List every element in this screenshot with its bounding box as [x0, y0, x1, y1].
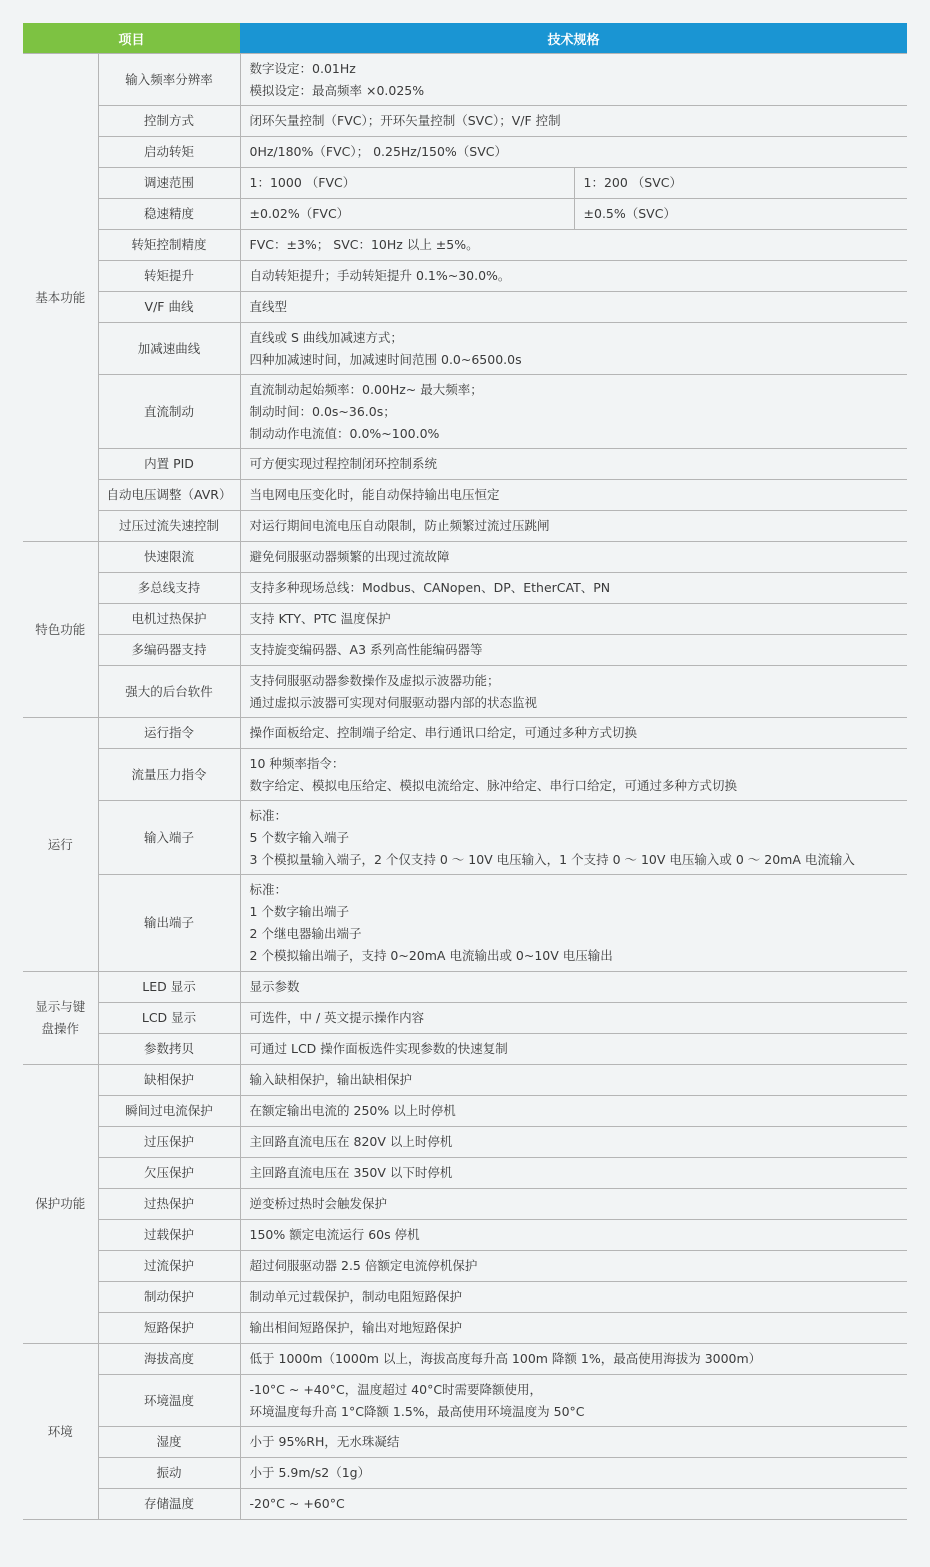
table-row: [23, 1282, 907, 1313]
spec-line: 支持多种现场总线：Modbus、CANopen、DP、EtherCAT、PN: [249, 580, 611, 595]
table-row: [23, 1034, 907, 1065]
spec-line: 2 个继电器输出端子: [249, 926, 362, 941]
spec-line: 0Hz/180%（FVC）； 0.25Hz/150%（SVC）: [249, 144, 508, 159]
item-label: 转矩控制精度: [98, 230, 240, 261]
spec-cell: [240, 230, 907, 261]
spec-line: 直线或 S 曲线加减速方式；: [249, 329, 403, 345]
spec-cell: [240, 1220, 907, 1251]
spec-line: 当电网电压变化时，能自动保持输出电压恒定: [249, 487, 500, 502]
spec-line: 制动时间：0.0s~36.0s；: [249, 403, 396, 419]
spec-line: 逆变桥过热时会触发保护: [249, 1196, 388, 1211]
spec-cell: [240, 1127, 907, 1158]
table-row: [23, 1427, 907, 1458]
item-label: 输入端子: [98, 801, 240, 875]
spec-line: 自动转矩提升；手动转矩提升 0.1%~30.0%。: [249, 268, 511, 283]
table-row: [23, 1158, 907, 1189]
table-row: [23, 801, 907, 875]
spec-cell: [240, 875, 907, 972]
spec-line: 输入缺相保护，输出缺相保护: [249, 1072, 413, 1087]
spec-cell: [240, 1313, 907, 1344]
spec-cell: [240, 1158, 907, 1189]
table-row: [23, 1003, 907, 1034]
item-label: 启动转矩: [98, 137, 240, 168]
spec-line: 支持 KTY、PTC 温度保护: [249, 611, 391, 626]
spec-line: 1：200 （SVC）: [583, 175, 683, 190]
spec-cell: [240, 323, 907, 375]
table-row: [23, 666, 907, 718]
item-label: 过压保护: [98, 1127, 240, 1158]
spec-cell: [240, 511, 907, 542]
spec-line: 通过虚拟示波器可实现对伺服驱动器内部的状态监视: [249, 694, 538, 710]
spec-line: -20°C ~ +60°C: [249, 1496, 345, 1511]
spec-line: 环境温度每升高 1°C降额 1.5%，最高使用环境温度为 50°C: [249, 1403, 585, 1419]
spec-line: 直线型: [249, 299, 288, 314]
category-cell: [23, 542, 98, 718]
spec-cell: [240, 1034, 907, 1065]
table-row: [23, 1251, 907, 1282]
spec-cell: [240, 542, 907, 573]
item-label: 运行指令: [98, 718, 240, 749]
spec-line: 5 个数字输入端子: [249, 829, 349, 845]
table-row: [23, 199, 907, 230]
spec-line: 输出相间短路保护，输出对地短路保护: [249, 1320, 463, 1335]
spec-line: 可选件，中 / 英文提示操作内容: [249, 1010, 425, 1025]
spec-cell: [240, 635, 907, 666]
item-label: 流量压力指令: [98, 749, 240, 801]
spec-cell: [240, 54, 907, 106]
category-label: 保护功能: [35, 1196, 86, 1211]
spec-cell: [240, 168, 574, 199]
table-row: [23, 1375, 907, 1427]
spec-cell: [240, 749, 907, 801]
spec-cell: [240, 137, 907, 168]
table-row: [23, 749, 907, 801]
spec-table: [23, 23, 907, 1520]
item-label: 振动: [98, 1458, 240, 1489]
item-label: LCD 显示: [98, 1003, 240, 1034]
item-label: 稳速精度: [98, 199, 240, 230]
spec-cell-secondary: [574, 199, 907, 230]
item-label: 转矩提升: [98, 261, 240, 292]
spec-cell: [240, 1458, 907, 1489]
spec-cell: [240, 972, 907, 1003]
table-row: [23, 1344, 907, 1375]
table-row: [23, 1096, 907, 1127]
spec-line: 显示参数: [249, 979, 300, 994]
spec-line: -10°C ~ +40°C，温度超过 40°C时需要降额使用，: [249, 1381, 543, 1397]
table-row: [23, 292, 907, 323]
spec-line: 主回路直流电压在 350V 以下时停机: [249, 1165, 453, 1180]
spec-line: ±0.5%（SVC）: [583, 206, 676, 221]
table-row: [23, 1458, 907, 1489]
category-cell: [23, 718, 98, 972]
item-label: 电机过热保护: [98, 604, 240, 635]
item-label: 欠压保护: [98, 1158, 240, 1189]
category-cell: [23, 54, 98, 542]
item-label: 瞬间过电流保护: [98, 1096, 240, 1127]
category-label: 基本功能: [35, 289, 86, 305]
spec-line: 主回路直流电压在 820V 以上时停机: [249, 1134, 453, 1149]
category-label: 盘操作: [41, 1021, 79, 1036]
table-row: [23, 972, 907, 1003]
spec-cell: [240, 1375, 907, 1427]
spec-line: 超过伺服驱动器 2.5 倍额定电流停机保护: [249, 1258, 478, 1273]
table-row: [23, 718, 907, 749]
item-label: 过载保护: [98, 1220, 240, 1251]
spec-cell: [240, 1003, 907, 1034]
spec-line: 数字给定、模拟电压给定、模拟电流给定、脉冲给定、串行口给定，可通过多种方式切换: [249, 777, 738, 793]
table-row: [23, 480, 907, 511]
spec-cell: [240, 449, 907, 480]
spec-cell: [240, 1065, 907, 1096]
table-row: [23, 137, 907, 168]
table-row: [23, 604, 907, 635]
spec-cell: [240, 1489, 907, 1520]
item-label: 多总线支持: [98, 573, 240, 604]
spec-line: 小于 95%RH，无水珠凝结: [249, 1434, 400, 1449]
spec-cell: [240, 480, 907, 511]
table-body: [23, 54, 907, 1520]
spec-cell: [240, 1282, 907, 1313]
table-row: [23, 635, 907, 666]
item-label: 制动保护: [98, 1282, 240, 1313]
spec-line: 支持旋变编码器、A3 系列高性能编码器等: [249, 642, 483, 657]
table-header-row: [23, 23, 907, 54]
category-cell: [23, 1065, 98, 1344]
item-label: 加减速曲线: [98, 323, 240, 375]
category-cell: [23, 972, 98, 1065]
spec-cell: [240, 261, 907, 292]
spec-line: 避免伺服驱动器频繁的出现过流故障: [249, 549, 450, 564]
spec-line: 标准：: [249, 807, 288, 823]
item-label: 输入频率分辨率: [98, 54, 240, 106]
table-row: [23, 511, 907, 542]
table-row: [23, 449, 907, 480]
spec-line: 1 个数字输出端子: [249, 904, 349, 919]
spec-line: 直流制动起始频率：0.00Hz~ 最大频率；: [249, 381, 483, 397]
item-label: 参数拷贝: [98, 1034, 240, 1065]
table-row: [23, 875, 907, 972]
table-row: [23, 1189, 907, 1220]
spec-cell: [240, 1189, 907, 1220]
item-label: LED 显示: [98, 972, 240, 1003]
spec-line: 制动单元过载保护，制动电阻短路保护: [249, 1289, 463, 1304]
category-label: 运行: [47, 836, 73, 852]
table-row: [23, 1489, 907, 1520]
spec-cell: [240, 1096, 907, 1127]
spec-line: 支持伺服驱动器参数操作及虚拟示波器功能；: [249, 672, 500, 688]
spec-line: 3 个模拟量输入端子，2 个仅支持 0 ～ 10V 电压输入，1 个支持 0 ～ 10V 电压输入或 0 ～ 20mA 电流输入: [249, 851, 855, 867]
item-label: 自动电压调整（AVR）: [98, 480, 240, 511]
table-row: [23, 323, 907, 375]
item-label: 输出端子: [98, 875, 240, 972]
spec-line: 150% 额定电流运行 60s 停机: [249, 1227, 420, 1242]
spec-cell-secondary: [574, 168, 907, 199]
item-label: 调速范围: [98, 168, 240, 199]
table-row: [23, 230, 907, 261]
spec-cell: [240, 292, 907, 323]
item-label: 海拔高度: [98, 1344, 240, 1375]
spec-cell: [240, 718, 907, 749]
item-label: 直流制动: [98, 375, 240, 449]
table-row: [23, 573, 907, 604]
item-label: 内置 PID: [98, 449, 240, 480]
item-label: 环境温度: [98, 1375, 240, 1427]
spec-line: 10 种频率指令：: [249, 755, 345, 771]
category-label: 特色功能: [35, 621, 86, 637]
spec-line: 制动动作电流值：0.0%~100.0%: [249, 425, 440, 441]
item-label: 湿度: [98, 1427, 240, 1458]
spec-line: ±0.02%（FVC）: [249, 206, 350, 221]
spec-line: 模拟设定：最高频率 ×0.025%: [249, 82, 425, 98]
table-row: [23, 1065, 907, 1096]
spec-line: FVC：±3%； SVC：10Hz 以上 ±5%。: [249, 237, 479, 252]
spec-line: 闭环矢量控制（FVC）；开环矢量控制（SVC）；V/F 控制: [249, 113, 561, 128]
spec-line: 可通过 LCD 操作面板选件实现参数的快速复制: [249, 1041, 508, 1056]
item-label: 快速限流: [98, 542, 240, 573]
table-row: [23, 168, 907, 199]
table-row: [23, 1220, 907, 1251]
header-item: 项目: [23, 23, 240, 54]
item-label: 缺相保护: [98, 1065, 240, 1096]
spec-line: 操作面板给定、控制端子给定、串行通讯口给定，可通过多种方式切换: [249, 725, 638, 740]
spec-line: 四种加减速时间，加减速时间范围 0.0~6500.0s: [249, 351, 522, 367]
spec-line: 小于 5.9m/s2（1g）: [249, 1465, 371, 1480]
spec-cell: [240, 666, 907, 718]
item-label: 过热保护: [98, 1189, 240, 1220]
spec-line: 低于 1000m（1000m 以上，海拔高度每升高 100m 降额 1%，最高使用海拔为 3000m）: [249, 1351, 762, 1366]
table-row: [23, 261, 907, 292]
spec-line: 可方便实现过程控制闭环控制系统: [249, 456, 438, 471]
table-row: [23, 1127, 907, 1158]
item-label: 过流保护: [98, 1251, 240, 1282]
table-row: [23, 106, 907, 137]
spec-line: 对运行期间电流电压自动限制，防止频繁过流过压跳闸: [249, 518, 550, 533]
spec-cell: [240, 199, 574, 230]
spec-cell: [240, 1251, 907, 1282]
item-label: V/F 曲线: [98, 292, 240, 323]
item-label: 强大的后台软件: [98, 666, 240, 718]
spec-cell: [240, 1344, 907, 1375]
spec-line: 1：1000 （FVC）: [249, 175, 356, 190]
table-row: [23, 54, 907, 106]
item-label: 控制方式: [98, 106, 240, 137]
spec-line: 数字设定：0.01Hz: [249, 60, 356, 76]
table-row: [23, 542, 907, 573]
spec-cell: [240, 106, 907, 137]
spec-cell: [240, 375, 907, 449]
item-label: 存储温度: [98, 1489, 240, 1520]
spec-line: 2 个模拟输出端子，支持 0~20mA 电流输出或 0~10V 电压输出: [249, 948, 613, 963]
category-label: 显示与键: [35, 999, 86, 1014]
table-row: [23, 1313, 907, 1344]
spec-cell: [240, 604, 907, 635]
spec-line: 标准：: [249, 882, 288, 897]
item-label: 多编码器支持: [98, 635, 240, 666]
header-spec: 技术规格: [240, 23, 907, 54]
spec-cell: [240, 573, 907, 604]
item-label: 过压过流失速控制: [98, 511, 240, 542]
spec-line: 在额定输出电流的 250% 以上时停机: [249, 1103, 456, 1118]
category-label: 环境: [47, 1423, 73, 1439]
category-cell: [23, 1344, 98, 1520]
spec-cell: [240, 1427, 907, 1458]
item-label: 短路保护: [98, 1313, 240, 1344]
spec-cell: [240, 801, 907, 875]
table-row: [23, 375, 907, 449]
